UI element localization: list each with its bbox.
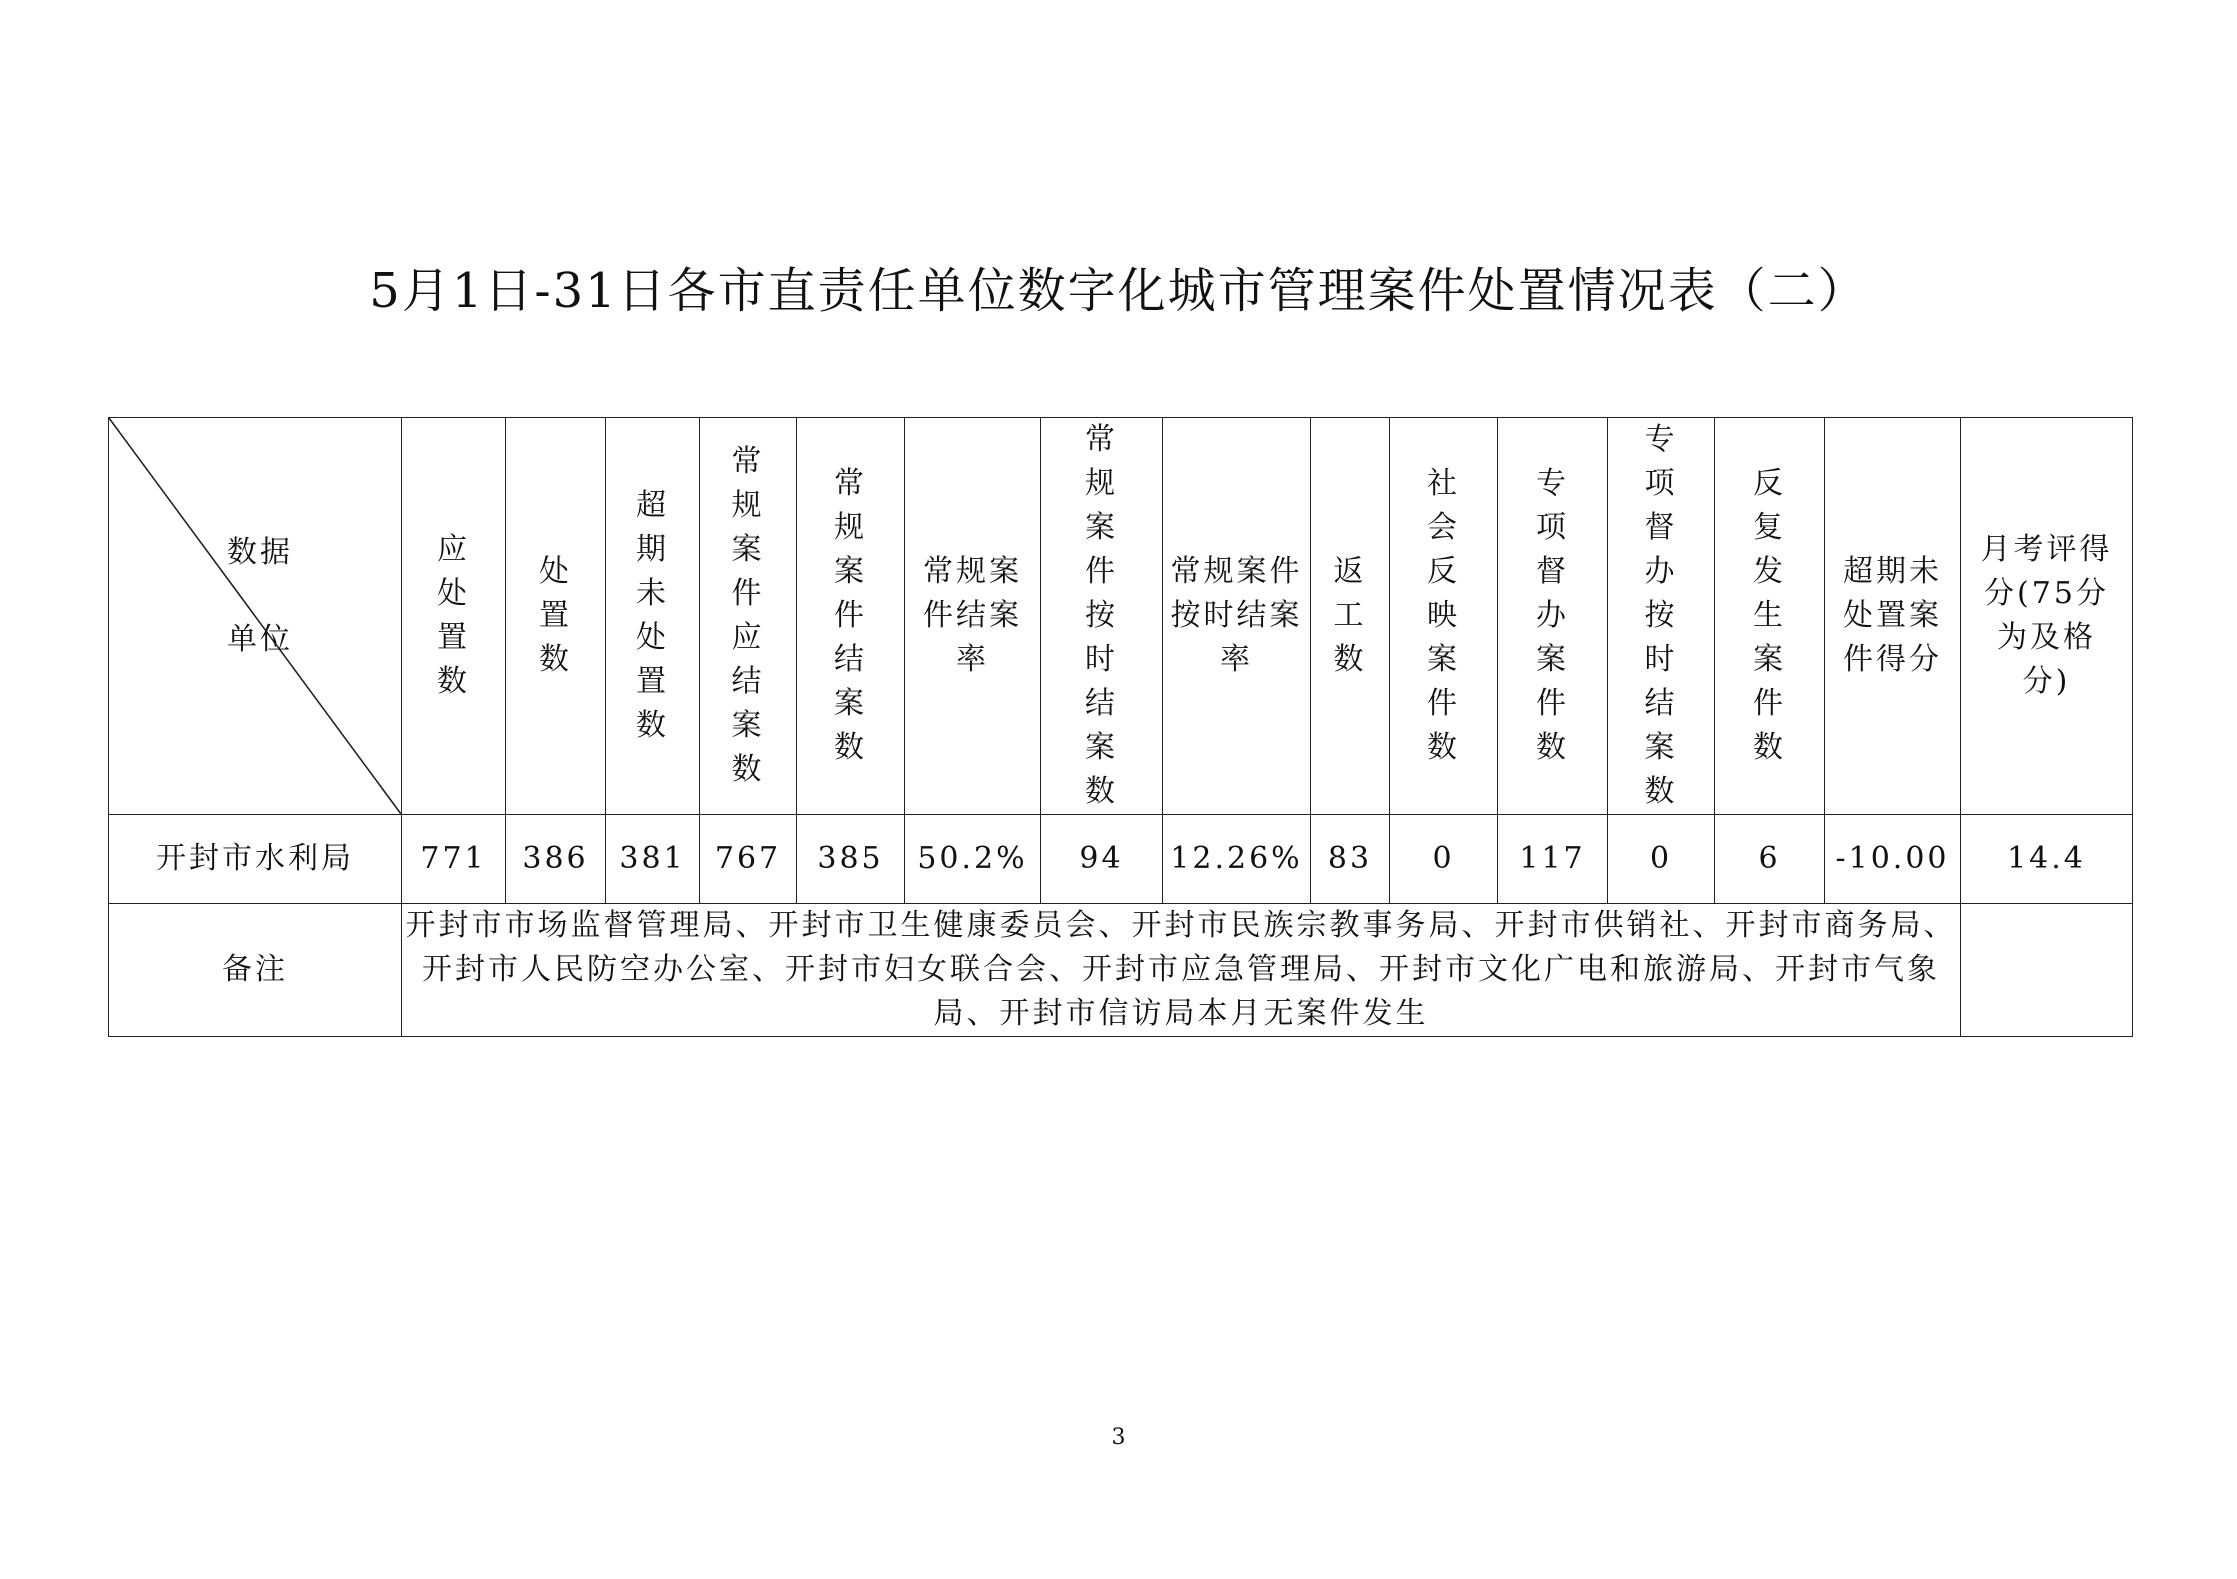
header-cell: 应处置数 xyxy=(402,418,506,815)
header-cell: 专项督办案件数 xyxy=(1498,418,1608,815)
value-cell: 385 xyxy=(797,815,905,904)
header-cell: 社会反映案件数 xyxy=(1390,418,1498,815)
header-row xyxy=(109,418,2133,815)
remark-row xyxy=(109,904,2133,1037)
unit-name-cell: 开封市水利局 xyxy=(109,815,402,904)
value-cell: 83 xyxy=(1311,815,1390,904)
header-cell: 处置数 xyxy=(506,418,606,815)
value-cell: 771 xyxy=(402,815,506,904)
header-cell: 超期未处置数 xyxy=(606,418,700,815)
header-cell: 常规案件结案数 xyxy=(797,418,905,815)
corner-header-cell xyxy=(109,418,402,815)
table-row xyxy=(109,815,2133,904)
header-cell: 超期未处置案件得分 xyxy=(1825,418,1961,815)
value-cell: 117 xyxy=(1498,815,1608,904)
header-cell: 反复发生案件数 xyxy=(1715,418,1825,815)
header-cell: 返工数 xyxy=(1311,418,1390,815)
value-cell: 12.26% xyxy=(1163,815,1311,904)
case-report-table xyxy=(108,417,2133,1037)
value-cell: 767 xyxy=(700,815,797,904)
diagonal-line xyxy=(109,418,401,814)
value-cell: 0 xyxy=(1608,815,1715,904)
value-cell: 14.4 xyxy=(1961,815,2133,904)
header-cell: 常规案件应结案数 xyxy=(700,418,797,815)
corner-label-data: 数据 xyxy=(227,535,293,570)
value-cell: 381 xyxy=(606,815,700,904)
page-number: 3 xyxy=(1111,1425,1126,1450)
header-cell: 月考评得分(75分为及格分) xyxy=(1961,418,2133,815)
header-cell: 专项督办按时结案数 xyxy=(1608,418,1715,815)
value-cell: 386 xyxy=(506,815,606,904)
value-cell: -10.00 xyxy=(1825,815,1961,904)
remark-empty-cell xyxy=(1961,904,2133,1037)
page-title: 5月1日-31日各市直责任单位数字化城市管理案件处置情况表（二） xyxy=(369,263,1868,319)
value-cell: 0 xyxy=(1390,815,1498,904)
corner-label-unit: 单位 xyxy=(227,622,293,657)
value-cell: 50.2% xyxy=(905,815,1041,904)
value-cell: 94 xyxy=(1041,815,1163,904)
value-cell: 6 xyxy=(1715,815,1825,904)
remark-text-cell: 开封市市场监督管理局、开封市卫生健康委员会、开封市民族宗教事务局、开封市供销社、开封市商务局、开封市人民防空办公室、开封市妇女联合会、开封市应急管理局、开封市文化广电和旅游局、开封市气象局、开封市信访局本月无案件发生 xyxy=(402,904,1961,1037)
header-cell: 常规案件按时结案率 xyxy=(1163,418,1311,815)
header-cell: 常规案件结案率 xyxy=(905,418,1041,815)
header-cell: 常规案件按时结案数 xyxy=(1041,418,1163,815)
remark-label-cell: 备注 xyxy=(109,904,402,1037)
